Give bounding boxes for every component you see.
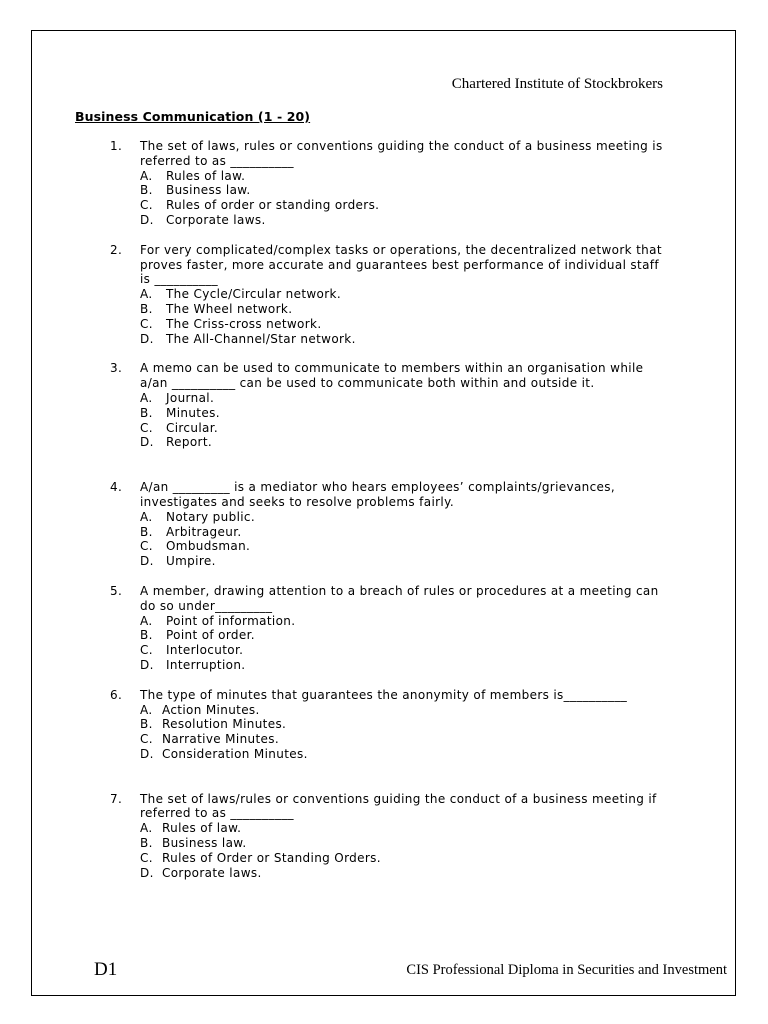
option-text: Interlocutor. <box>166 643 244 658</box>
question-text: referred to as __________ <box>140 153 294 168</box>
question-text: The type of minutes that guarantees the anonymity of members is__________ <box>140 687 628 702</box>
question-text: a/an __________ can be used to communicate both within and outside it. <box>140 376 595 391</box>
option-letter: A. <box>140 287 153 302</box>
option-text: Journal. <box>166 390 215 405</box>
question-list <box>110 139 680 880</box>
option-letter: D. <box>140 865 154 880</box>
option-letter: A. <box>140 390 153 405</box>
option-letter: C. <box>140 420 153 435</box>
option-text: Interruption. <box>166 657 246 672</box>
question-number: 3. <box>110 361 123 376</box>
option-text: The Criss-cross network. <box>166 316 322 331</box>
option-letter: C. <box>140 850 153 865</box>
option-text: Umpire. <box>166 554 216 569</box>
question-text: A/an _________ is a mediator who hears employees’ complaints/grievances, <box>140 480 616 495</box>
question-number: 1. <box>110 139 123 153</box>
option-letter: A. <box>140 509 153 524</box>
answer-option <box>140 821 680 836</box>
question-item <box>110 139 680 228</box>
answer-option <box>140 510 680 525</box>
question-number: 6. <box>110 687 123 702</box>
answer-option <box>140 539 680 554</box>
answer-option <box>140 332 680 347</box>
option-text: Rules of law. <box>162 821 242 836</box>
option-text: Point of order. <box>166 628 255 643</box>
option-text: Rules of Order or Standing Orders. <box>162 850 381 865</box>
option-text: Business law. <box>166 183 251 198</box>
option-letter: B. <box>140 301 153 316</box>
option-letter: A. <box>140 821 153 836</box>
option-letter: B. <box>140 836 153 851</box>
option-text: Circular. <box>166 420 219 435</box>
answer-option <box>140 703 680 718</box>
program-name: CIS Professional Diploma in Securities and Investment <box>406 962 727 978</box>
option-text: Point of information. <box>166 613 296 628</box>
answer-option <box>140 391 680 406</box>
page-code: D1 <box>94 959 118 980</box>
option-text: Corporate laws. <box>166 212 266 227</box>
option-text: Arbitrageur. <box>166 524 242 539</box>
option-letter: B. <box>140 183 153 198</box>
answer-option <box>140 435 680 450</box>
answer-option <box>140 717 680 732</box>
answer-option <box>140 851 680 866</box>
option-text: Consideration Minutes. <box>162 746 308 761</box>
question-text: For very complicated/complex tasks or operations, the decentralized network that <box>140 242 662 257</box>
question-text: The set of laws/rules or conventions guiding the conduct of a business meeting if <box>140 791 657 806</box>
answer-option <box>140 421 680 436</box>
option-letter: C. <box>140 198 153 213</box>
option-letter: B. <box>140 717 153 732</box>
answer-option <box>140 183 680 198</box>
question-number: 7. <box>110 791 123 806</box>
option-letter: D. <box>140 331 154 346</box>
option-letter: C. <box>140 732 153 747</box>
option-text: Rules of law. <box>166 168 246 183</box>
answer-option <box>140 317 680 332</box>
option-text: The All-Channel/Star network. <box>166 331 356 346</box>
option-text: Rules of order or standing orders. <box>166 198 380 213</box>
question-text: A member, drawing attention to a breach of rules or procedures at a meeting can <box>140 583 659 598</box>
option-letter: B. <box>140 524 153 539</box>
option-letter: C. <box>140 539 153 554</box>
question-text: proves faster, more accurate and guarantees best performance of individual staff <box>140 257 659 272</box>
option-letter: D. <box>140 212 154 227</box>
option-letter: D. <box>140 746 154 761</box>
option-letter: B. <box>140 405 153 420</box>
question-text: is __________ <box>140 272 218 287</box>
answer-option <box>140 614 680 629</box>
question-item <box>110 480 680 569</box>
option-text: Action Minutes. <box>162 702 260 717</box>
answer-option <box>140 747 680 762</box>
option-text: Notary public. <box>166 509 256 524</box>
option-text: Corporate laws. <box>162 865 262 880</box>
option-letter: D. <box>140 435 154 450</box>
option-letter: A. <box>140 168 153 183</box>
answer-option <box>140 658 680 673</box>
question-item <box>110 243 680 347</box>
answer-option <box>140 732 680 747</box>
answer-option <box>140 628 680 643</box>
question-number: 5. <box>110 583 123 598</box>
answer-option <box>140 302 680 317</box>
question-text: referred to as __________ <box>140 806 294 821</box>
question-text: A memo can be used to communicate to members within an organisation while <box>140 361 644 376</box>
answer-option <box>140 525 680 540</box>
option-text: Business law. <box>162 836 247 851</box>
answer-option <box>140 866 680 881</box>
answer-option <box>140 643 680 658</box>
question-text: do so under_________ <box>140 598 273 613</box>
option-text: Ombudsman. <box>166 539 251 554</box>
question-text: investigates and seeks to resolve problems fairly. <box>140 494 455 509</box>
option-letter: B. <box>140 628 153 643</box>
question-text: The set of laws, rules or conventions guiding the conduct of a business meeting is <box>140 139 663 153</box>
option-letter: D. <box>140 554 154 569</box>
option-text: Resolution Minutes. <box>162 717 287 732</box>
question-item <box>110 584 680 673</box>
answer-option <box>140 406 680 421</box>
option-letter: A. <box>140 702 153 717</box>
option-text: Minutes. <box>166 405 220 420</box>
question-number: 4. <box>110 480 123 495</box>
answer-option <box>140 287 680 302</box>
option-text: The Wheel network. <box>166 301 293 316</box>
institute-name: Chartered Institute of Stockbrokers <box>451 76 663 92</box>
answer-option <box>140 198 680 213</box>
question-item <box>110 792 680 881</box>
question-number: 2. <box>110 242 123 257</box>
question-item <box>110 688 680 762</box>
option-text: The Cycle/Circular network. <box>166 287 341 302</box>
answer-option <box>140 213 680 228</box>
option-letter: D. <box>140 657 154 672</box>
option-letter: C. <box>140 643 153 658</box>
option-text: Narrative Minutes. <box>162 732 280 747</box>
option-text: Report. <box>166 435 213 450</box>
option-letter: A. <box>140 613 153 628</box>
answer-option <box>140 554 680 569</box>
section-title: Business Communication (1 - 20) <box>75 109 311 124</box>
answer-option <box>140 169 680 184</box>
answer-option <box>140 836 680 851</box>
question-item <box>110 361 680 450</box>
option-letter: C. <box>140 316 153 331</box>
